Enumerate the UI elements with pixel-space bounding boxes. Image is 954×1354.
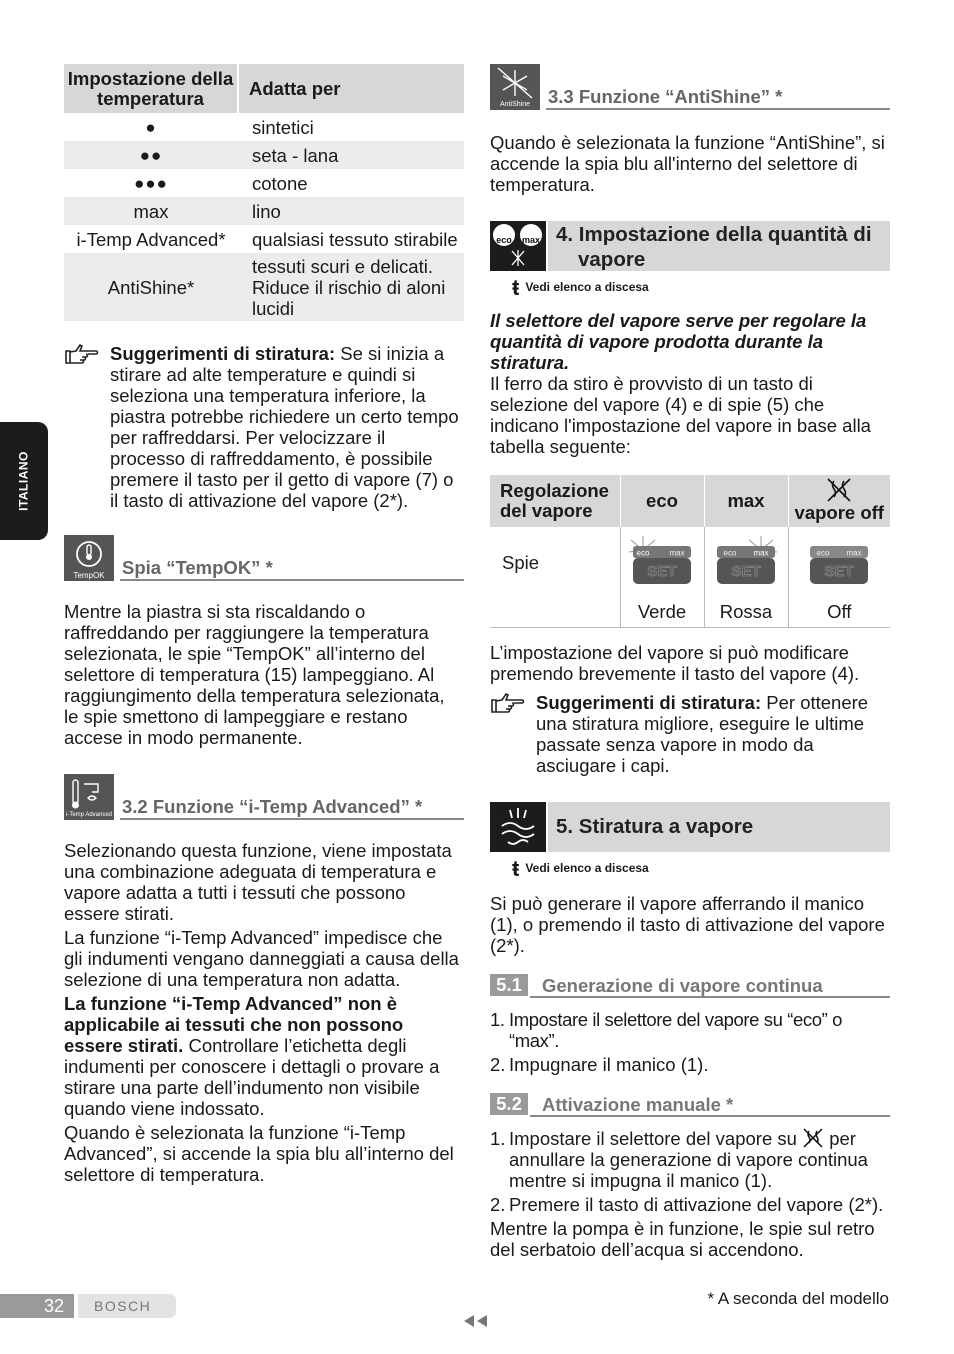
temp-header-for: Adatta per [238, 64, 464, 113]
pointing-hand-icon [490, 692, 526, 714]
table-row: max lino [64, 197, 464, 225]
left-column: Impostazione della temperatura Adatta per ● sintetici ●● seta - lana ●●● cotone max lino i-Temp Advanced* qualsiasi tessuto stirabile AntiShine* tessuti scuri e delicati. Riduce il rischio di aloni lucidi Suggerimenti di stiratura: Se si inizia a stirare ad alte temperature e quindi si seleziona una temperatura inferiore, la piastra potrebbe richiedere un certo tempo per raffreddarsi. Per velocizzare il processo di raffreddamento, è possibile premere il tasto per il getto di vapore (7) o il tasto di attivazione del vapore (2*). TempOK Spia “TempOK” * Mentre la piastra si sta riscaldando o raffreddando per raggiungere la temperatura selezionata, le spie “TempOK” all’interno del selettore di temperatura (15) lampeggiano. Al raggiungimento della temperatura selezionata, le spie smettono di lampeggiare e restano accese in modo permanente. i-Temp Advanced 3.2 Funzione “i-Temp Advanced” * Selezionando questa funzione, viene impostata una combinazione adeguata di temperatura e vapore adatta a tutti i tessuti che possono essere stirati. La funzione “i-Temp Advanced” impedisce che gli indumenti vengano danneggiati a causa della selezione di una temperatura non adatta. La funzione “i-Temp Advanced” non è applicabile ai tessuti che non possono essere stirati. Controllare l’etichetta degli indumenti per conoscere i dettagli o provare a stirare una parte dell’indumento non visibile quando viene indossato. Quando è selezionata la funzione “i-Temp Advanced”, si accende la spia blu all’interno del selettore di temperatura. [64, 64, 464, 1185]
svg-text:SET: SET [824, 563, 854, 580]
pointing-hand-icon [64, 343, 100, 365]
list-item: 2. Impugnare il manico (1). [490, 1053, 709, 1075]
svg-text:eco: eco [723, 548, 737, 558]
antishine-icon: AntiShine [490, 64, 540, 110]
arrow-icon: ŧ [512, 855, 520, 881]
steam-off-icon [825, 477, 853, 503]
table-row: AntiShine* tessuti scuri e delicati. Riduce il rischio di aloni lucidi [64, 253, 464, 321]
section-title: 3.2 Funzione “i-Temp Advanced” * [122, 796, 423, 817]
svg-text:SET: SET [647, 563, 677, 580]
svg-text:max: max [669, 548, 685, 558]
list-item: 1. Impostare il selettore del vapore su “eco” o “max”. [490, 1008, 843, 1051]
list-item: 2. Premere il tasto di attivazione del vapore (2*). [490, 1193, 884, 1215]
table-row: i-Temp Advanced* qualsiasi tessuto stirabile [76, 228, 458, 250]
svg-text:max: max [846, 548, 862, 558]
temp-header-setting: Impostazione della temperatura [64, 64, 238, 113]
dropdown-note: ŧ Vedi elenco a discesa [512, 855, 649, 881]
off-indicator-panel [806, 536, 872, 588]
dropdown-note: ŧ Vedi elenco a discesa [512, 275, 649, 300]
section-title: Spia “TempOK” * [122, 557, 273, 578]
section-title: 3.3 Funzione “AntiShine” * [548, 86, 783, 107]
table-row: ●●● cotone [134, 172, 308, 194]
list-item: 1. Impostare il selettore del vapore su per annullare la generazione di vapore continua mentre si impugna il manico (1). [490, 1127, 868, 1191]
steps-list [490, 1009, 890, 1075]
antishine-heading [490, 64, 890, 110]
steps-list [490, 1128, 890, 1215]
steam-iron-icon [490, 802, 546, 852]
arrow-icon: ŧ [512, 275, 520, 300]
ironing-tip: Suggerimenti di stiratura: Per ottenere una stiratura migliore, eseguire le ultime passate senza vapore in modo da asciugare i capi. [490, 692, 890, 776]
steam-off-icon [802, 1128, 824, 1148]
section-title: 5. Stiratura a vapore [556, 814, 754, 838]
svg-text:eco: eco [636, 548, 650, 558]
page-number: 32 [0, 1294, 74, 1318]
max-indicator-panel [713, 536, 779, 588]
footnote: * A seconda del modello [707, 1289, 889, 1308]
itemp-heading [64, 774, 464, 820]
eco-indicator-panel [629, 536, 695, 588]
subsection-5-1: 5.1 Generazione di vapore continua [490, 974, 890, 998]
steam-ironing-heading [490, 802, 890, 852]
tempok-heading [64, 535, 464, 581]
itemp-advanced-icon: i-Temp Advanced [64, 774, 114, 820]
table-row: ● sintetici [145, 116, 314, 138]
eco-max-icon: eco max [490, 221, 546, 271]
right-column: AntiShine 3.3 Funzione “AntiShine” * Quando è selezionata la funzione “AntiShine”, si accende la spia blu all'interno del selettore di temperatura. eco max 4. Impostazione della quantità di vapore ŧ Vedi elenco a discesa Il selettore del vapore serve per regolare la quantità di vapore prodotta durante la stiratura. Il ferro da stiro è provvisto di un tasto di selezione del vapore (4) e di spie (5) che indicano l'impostazione del vapore in base alla tabella seguente: Regolazione del vapore eco max vapore off Spie SET eco max SET eco max SET eco max Verde Rossa Off L’impostazione del vapore si può modificare premendo brevemente il tasto del vapore (4). Suggerimenti di stiratura: Per ottenere una stiratura migliore, eseguire le ultime passate senza vapore in modo da asciugare i capi. 5. Stiratura a vapore ŧ Vedi elenco a discesa Si può generare il vapore afferrando il manico (1), o premendo il tasto di attivazione del vapore (2*). 5.1 Generazione di vapore continua 1. Impostare il selettore del vapore su “eco” o “max”. 2. Impugnare il manico (1). 5.2 Attivazione manuale * 1. Impostare il selettore del vapore su per annullare la generazione di vapore continua mentre si impugna il manico (1). 2. Premere il tasto di attivazione del vapore (2*). Mentre la pompa è in funzione, le spie sul retro del serbatoio dell’acqua si accendono. [490, 64, 890, 1260]
section-title: 4. Impostazione della quantità di vapore [556, 223, 872, 271]
page-nav-icon[interactable] [463, 1310, 489, 1331]
language-tab [0, 422, 48, 540]
steam-table: Regolazione del vapore eco max vapore off Spie SET eco max SET eco max SET eco max Verde Rossa Off [490, 475, 890, 628]
svg-text:SET: SET [731, 563, 761, 580]
table-row: ●● seta - lana [64, 141, 464, 169]
tempok-icon: TempOK [64, 535, 114, 581]
ironing-tip: Suggerimenti di stiratura: Se si inizia a stirare ad alte temperature e quindi si seleziona una temperatura inferiore, la piastra potrebbe richiedere un certo tempo per raffreddarsi. Per velocizzare il processo di raffreddamento, è possibile premere il tasto per il getto di vapore (7) o il tasto di attivazione del vapore (2*). [64, 343, 464, 511]
temperature-table [64, 64, 464, 321]
tempok-text: Mentre la piastra si sta riscaldando o raffreddando per raggiungere la temperatura selezionata, le spie “TempOK” all’interno del selettore di temperatura (15) lampeggiano. Al raggiungimento della temperatura selezionata, le spie smettono di lampeggiare e restano accese in modo permanente. [64, 601, 445, 748]
brand-label: BOSCH [78, 1294, 176, 1318]
steam-quantity-heading [490, 221, 890, 271]
antishine-text: Quando è selezionata la funzione “AntiShine”, si accende la spia blu all'interno del selettore di temperatura. [490, 132, 885, 195]
subsection-5-2: 5.2 Attivazione manuale * [490, 1093, 890, 1117]
svg-text:eco: eco [816, 548, 830, 558]
svg-text:max: max [753, 548, 769, 558]
language-tab-label: ITALIANO [16, 451, 31, 511]
